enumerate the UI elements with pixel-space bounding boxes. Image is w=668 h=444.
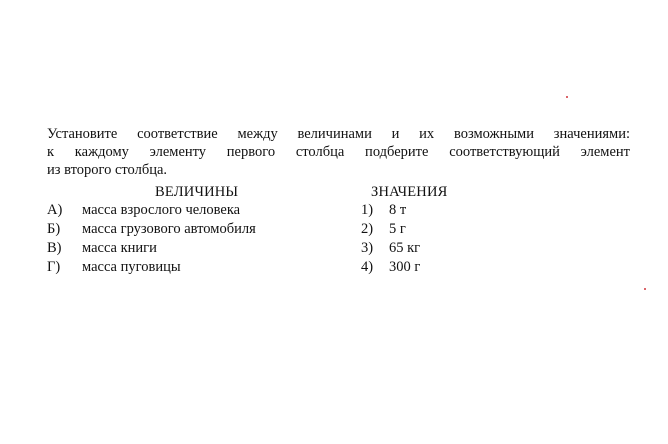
quantity-text: масса книги	[82, 240, 157, 256]
quantity-text: масса грузового автомобиля	[82, 221, 256, 237]
red-speck-right	[644, 288, 646, 290]
quantity-label: Б)	[47, 221, 61, 237]
matching-rows	[47, 201, 630, 277]
task-line-1: Установите соответствие между величинами и их возможными значениями:	[47, 126, 630, 142]
value-label: 1)	[361, 202, 374, 218]
value-label: 4)	[361, 259, 374, 275]
quantity-label: В)	[47, 240, 62, 256]
table-row	[47, 220, 630, 239]
value-text: 8 т	[389, 202, 407, 218]
quantity-text: масса взрослого человека	[82, 202, 241, 218]
value-label: 3)	[361, 240, 374, 256]
task-instruction	[47, 125, 630, 179]
value-text: 300 г	[389, 259, 421, 275]
table-row	[47, 239, 630, 258]
task-line-3: из второго столбца.	[47, 162, 168, 178]
quantity-label: Г)	[47, 259, 61, 275]
table-row	[47, 201, 630, 220]
quantity-label: А)	[47, 202, 63, 218]
table-row	[47, 258, 630, 277]
value-text: 5 г	[389, 221, 406, 237]
value-label: 2)	[361, 221, 374, 237]
task-line-2: к каждому элементу первого столбца подберите соответствующий элемент	[47, 144, 630, 160]
quantity-text: масса пуговицы	[82, 259, 181, 275]
value-text: 65 кг	[389, 240, 421, 256]
quantities-header: ВЕЛИЧИНЫ	[155, 184, 239, 200]
red-speck-top	[566, 96, 568, 98]
task-document	[47, 125, 630, 275]
values-header: ЗНАЧЕНИЯ	[371, 184, 448, 200]
